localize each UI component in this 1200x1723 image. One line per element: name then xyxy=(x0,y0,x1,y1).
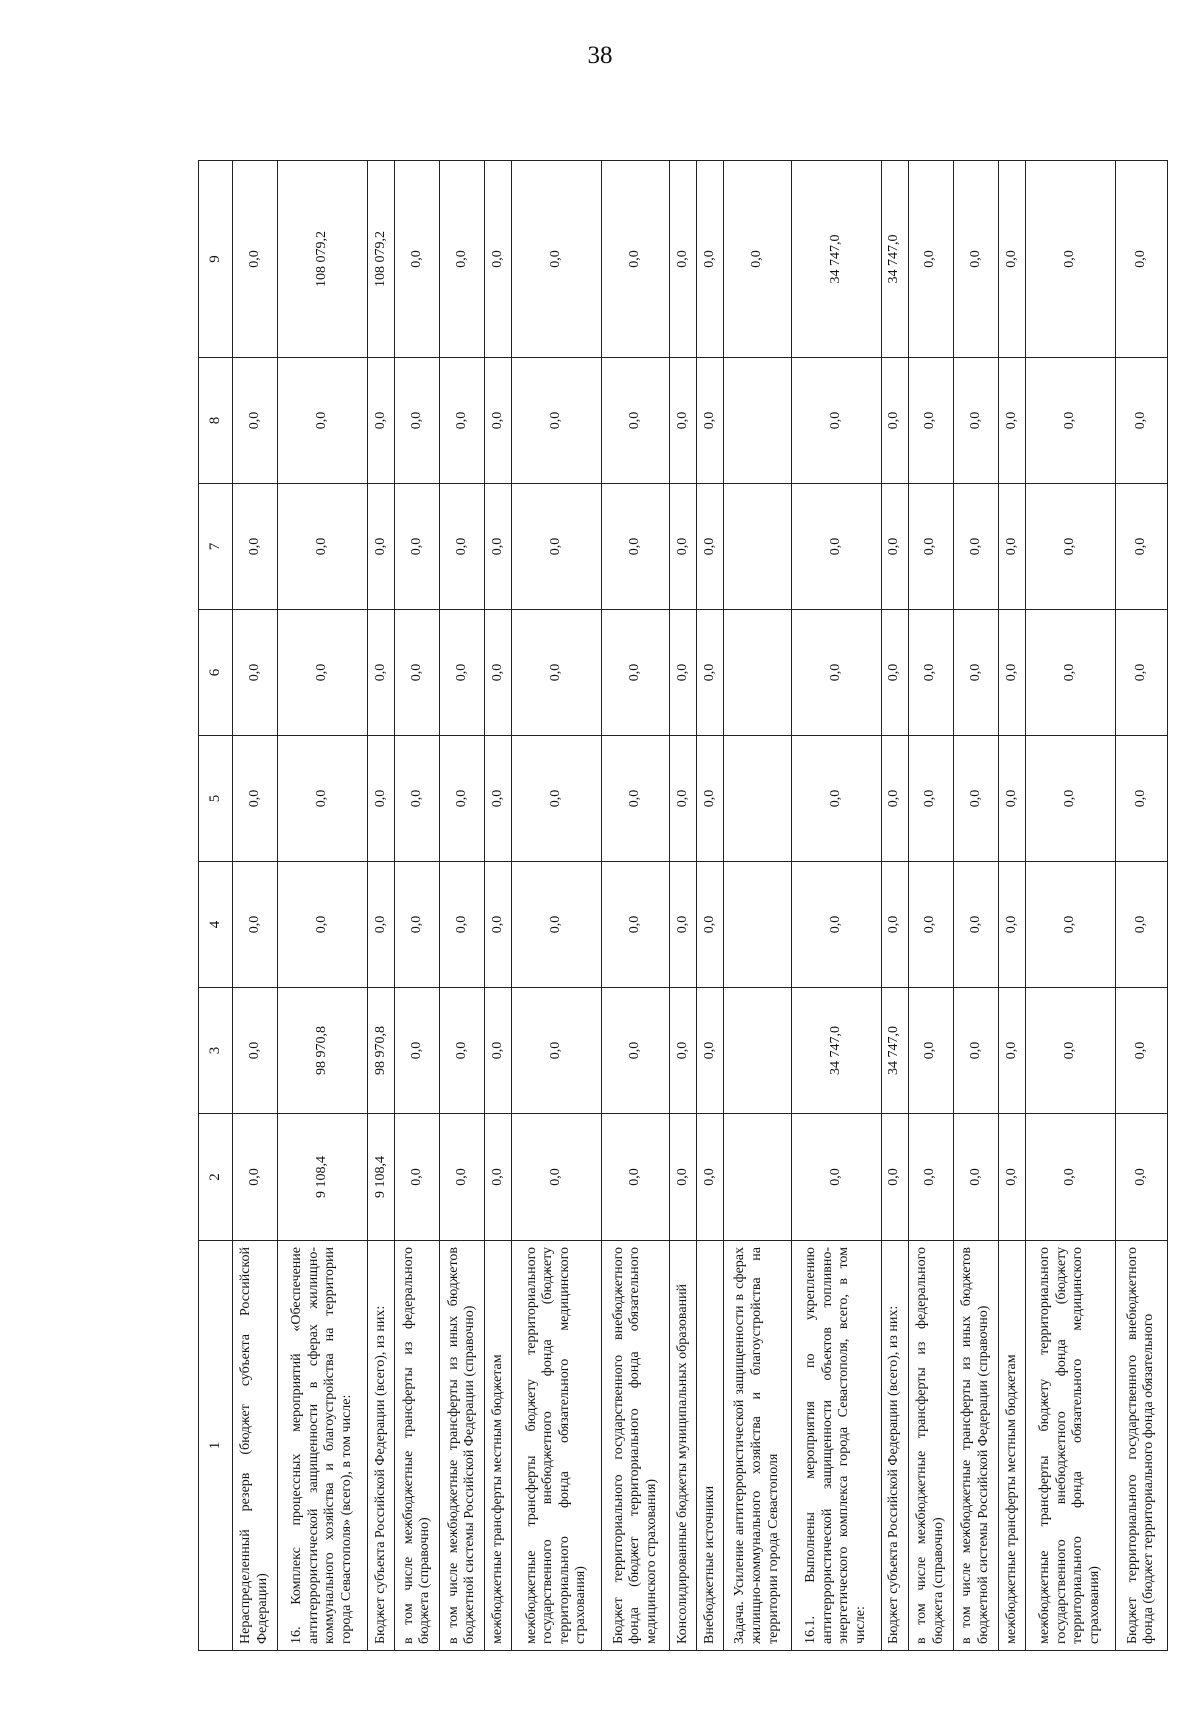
table-row xyxy=(1115,161,1167,1651)
table-row xyxy=(602,161,670,1651)
table-cell: 0,0 xyxy=(232,862,277,988)
table-cell: 0,0 xyxy=(485,1114,512,1241)
table-cell: 0,0 xyxy=(367,862,394,988)
row-label: в том числе межбюджетные трансферты из иных бюджетов бюджетной системы Российской Федерации (справочно) xyxy=(953,1241,998,1651)
table-cell: 0,0 xyxy=(395,1114,440,1241)
column-header: 4 xyxy=(199,862,233,988)
table-cell: 9 108,4 xyxy=(367,1114,394,1241)
row-label: Консолидированные бюджеты муниципальных образований xyxy=(669,1241,696,1651)
table-cell: 0,0 xyxy=(602,610,670,736)
table-cell: 0,0 xyxy=(881,484,908,610)
table-cell: 0,0 xyxy=(512,736,602,862)
row-label: Бюджет субъекта Российской Федерации (всего), из них: xyxy=(367,1241,394,1651)
table-cell: 0,0 xyxy=(953,484,998,610)
table-cell: 0,0 xyxy=(696,988,723,1114)
table-cell: 0,0 xyxy=(512,610,602,736)
row-label: в том числе межбюджетные трансферты из федерального бюджета (справочно) xyxy=(908,1241,953,1651)
table-cell: 0,0 xyxy=(723,161,791,358)
table-cell: 0,0 xyxy=(669,358,696,484)
row-label: межбюджетные трансферты бюджету территориального государственного внебюджетного фонда (бюджету территориального фонда обязательного медицинского страхования) xyxy=(512,1241,602,1651)
table-cell: 0,0 xyxy=(367,610,394,736)
table-cell: 0,0 xyxy=(953,161,998,358)
table-cell: 0,0 xyxy=(791,862,881,988)
row-label: межбюджетные трансферты бюджету территориального государственного внебюджетного фонда (бюджету территориального фонда обязательного медицинского страхования) xyxy=(1025,1241,1115,1651)
table-cell: 0,0 xyxy=(696,484,723,610)
table-cell: 0,0 xyxy=(1115,1114,1167,1241)
table-cell: 0,0 xyxy=(512,358,602,484)
table-cell: 0,0 xyxy=(1115,358,1167,484)
table-cell: 0,0 xyxy=(367,736,394,862)
table-cell: 0,0 xyxy=(669,988,696,1114)
table-cell: 0,0 xyxy=(908,358,953,484)
table-cell: 0,0 xyxy=(232,610,277,736)
table-cell: 0,0 xyxy=(395,610,440,736)
table-cell: 0,0 xyxy=(485,161,512,358)
column-header: 9 xyxy=(199,161,233,358)
table-cell xyxy=(723,988,791,1114)
column-header: 8 xyxy=(199,358,233,484)
table-cell: 0,0 xyxy=(232,484,277,610)
table-cell: 0,0 xyxy=(998,358,1025,484)
column-header: 2 xyxy=(199,1114,233,1241)
table-cell xyxy=(723,862,791,988)
table-cell: 0,0 xyxy=(669,484,696,610)
table-cell: 0,0 xyxy=(232,988,277,1114)
rotated-table-container xyxy=(198,161,1168,1651)
table-cell: 0,0 xyxy=(669,161,696,358)
table-cell xyxy=(723,484,791,610)
row-label: 16.1. Выполнены мероприятия по укреплению антитеррористической защищенности объектов топливно-энергетического комплекса города Севастополя, всего, в том числе: xyxy=(791,1241,881,1651)
column-header: 7 xyxy=(199,484,233,610)
table-cell: 0,0 xyxy=(669,610,696,736)
table-cell: 0,0 xyxy=(232,358,277,484)
table-cell: 0,0 xyxy=(1025,1114,1115,1241)
table-cell: 0,0 xyxy=(602,358,670,484)
table-cell: 0,0 xyxy=(440,862,485,988)
table-cell: 0,0 xyxy=(1115,161,1167,358)
table-cell: 0,0 xyxy=(696,736,723,862)
table-cell: 0,0 xyxy=(485,358,512,484)
table-cell: 0,0 xyxy=(696,161,723,358)
table-cell: 0,0 xyxy=(512,862,602,988)
table-cell: 9 108,4 xyxy=(277,1114,367,1241)
table-cell: 0,0 xyxy=(440,736,485,862)
table-cell: 0,0 xyxy=(908,1114,953,1241)
table-cell: 0,0 xyxy=(440,484,485,610)
table-cell: 0,0 xyxy=(908,736,953,862)
table-row xyxy=(395,161,440,1651)
row-label: Задача. Усиление антитеррористической защищенности в сферах жилищно-коммунального хозяйства и благоустройства на территории города Севастополя xyxy=(723,1241,791,1651)
table-cell: 0,0 xyxy=(367,484,394,610)
table-cell: 0,0 xyxy=(669,1114,696,1241)
table-cell: 34 747,0 xyxy=(791,988,881,1114)
table-cell: 0,0 xyxy=(395,988,440,1114)
table-cell: 0,0 xyxy=(791,736,881,862)
budget-table xyxy=(198,160,1168,1651)
table-cell: 0,0 xyxy=(395,862,440,988)
table-cell xyxy=(723,1114,791,1241)
table-cell: 0,0 xyxy=(395,736,440,862)
table-cell: 0,0 xyxy=(395,358,440,484)
table-cell: 0,0 xyxy=(696,862,723,988)
table-cell: 0,0 xyxy=(485,484,512,610)
table-cell: 0,0 xyxy=(1025,610,1115,736)
table-cell: 0,0 xyxy=(669,736,696,862)
table-cell: 98 970,8 xyxy=(277,988,367,1114)
table-cell: 0,0 xyxy=(277,484,367,610)
table-cell: 0,0 xyxy=(602,736,670,862)
table-cell: 0,0 xyxy=(953,988,998,1114)
table-cell: 0,0 xyxy=(1025,484,1115,610)
table-cell: 0,0 xyxy=(367,358,394,484)
table-cell: 0,0 xyxy=(953,358,998,484)
table-cell: 34 747,0 xyxy=(881,988,908,1114)
column-header: 6 xyxy=(199,610,233,736)
table-row xyxy=(277,161,367,1651)
table-cell: 0,0 xyxy=(953,862,998,988)
table-row xyxy=(367,161,394,1651)
table-cell: 0,0 xyxy=(440,161,485,358)
table-cell: 0,0 xyxy=(485,862,512,988)
table-cell: 0,0 xyxy=(602,862,670,988)
table-cell: 0,0 xyxy=(1115,862,1167,988)
table-cell: 0,0 xyxy=(908,484,953,610)
row-label: межбюджетные трансферты местным бюджетам xyxy=(485,1241,512,1651)
table-cell: 0,0 xyxy=(1025,736,1115,862)
table-cell: 34 747,0 xyxy=(791,161,881,358)
table-cell: 0,0 xyxy=(1115,484,1167,610)
table-cell: 0,0 xyxy=(953,1114,998,1241)
row-label: в том числе межбюджетные трансферты из иных бюджетов бюджетной системы Российской Федерации (справочно) xyxy=(440,1241,485,1651)
row-label: Нераспределенный резерв (бюджет субъекта Российской Федерации) xyxy=(232,1241,277,1651)
table-cell: 0,0 xyxy=(440,988,485,1114)
table-cell: 0,0 xyxy=(998,862,1025,988)
column-header: 5 xyxy=(199,736,233,862)
table-cell: 0,0 xyxy=(908,988,953,1114)
table-cell: 0,0 xyxy=(232,1114,277,1241)
table-cell: 0,0 xyxy=(1025,358,1115,484)
page-number: 38 xyxy=(587,42,613,69)
column-header: 1 xyxy=(199,1241,233,1651)
column-header: 3 xyxy=(199,988,233,1114)
table-cell: 0,0 xyxy=(881,1114,908,1241)
table-cell xyxy=(723,610,791,736)
table-cell: 0,0 xyxy=(953,610,998,736)
table-cell: 0,0 xyxy=(881,358,908,484)
table-cell: 0,0 xyxy=(881,610,908,736)
table-cell: 0,0 xyxy=(998,1114,1025,1241)
table-cell: 0,0 xyxy=(440,1114,485,1241)
table-cell: 0,0 xyxy=(908,610,953,736)
table-cell: 0,0 xyxy=(232,161,277,358)
table-cell: 0,0 xyxy=(908,161,953,358)
table-cell: 0,0 xyxy=(1115,610,1167,736)
table-cell: 0,0 xyxy=(1025,161,1115,358)
table-cell: 0,0 xyxy=(998,736,1025,862)
table-row xyxy=(953,161,998,1651)
table-cell: 34 747,0 xyxy=(881,161,908,358)
table-cell: 0,0 xyxy=(602,484,670,610)
row-label: Бюджет территориального государственного внебюджетного фонда (бюджет территориального фонда обязательного xyxy=(1115,1241,1167,1651)
table-cell: 0,0 xyxy=(791,484,881,610)
table-cell: 0,0 xyxy=(485,988,512,1114)
table-row xyxy=(881,161,908,1651)
table-row xyxy=(440,161,485,1651)
table-cell: 0,0 xyxy=(277,736,367,862)
table-cell: 0,0 xyxy=(277,862,367,988)
table-row xyxy=(1025,161,1115,1651)
table-cell: 0,0 xyxy=(1115,988,1167,1114)
table-cell: 0,0 xyxy=(1025,862,1115,988)
table-cell: 0,0 xyxy=(232,736,277,862)
table-cell: 0,0 xyxy=(908,862,953,988)
table-cell: 0,0 xyxy=(998,610,1025,736)
table-cell: 0,0 xyxy=(512,161,602,358)
table-cell: 108 079,2 xyxy=(277,161,367,358)
table-cell: 0,0 xyxy=(669,862,696,988)
row-label: межбюджетные трансферты местным бюджетам xyxy=(998,1241,1025,1651)
table-cell: 0,0 xyxy=(602,161,670,358)
table-cell: 0,0 xyxy=(440,358,485,484)
table-row xyxy=(908,161,953,1651)
table-cell: 0,0 xyxy=(277,358,367,484)
table-row xyxy=(512,161,602,1651)
table-row xyxy=(723,161,791,1651)
table-cell: 0,0 xyxy=(602,1114,670,1241)
table-cell: 0,0 xyxy=(602,988,670,1114)
table-cell: 0,0 xyxy=(1025,988,1115,1114)
column-header-row xyxy=(199,161,233,1651)
table-cell: 98 970,8 xyxy=(367,988,394,1114)
table-row xyxy=(791,161,881,1651)
table-cell: 0,0 xyxy=(485,610,512,736)
table-cell: 0,0 xyxy=(696,610,723,736)
table-row xyxy=(998,161,1025,1651)
table-cell: 0,0 xyxy=(791,1114,881,1241)
table-cell: 0,0 xyxy=(881,736,908,862)
row-label: Бюджет территориального государственного внебюджетного фонда (бюджет территориального фонда обязательного медицинского страхования) xyxy=(602,1241,670,1651)
row-label: 16. Комплекс процессных мероприятий «Обеспечение антитеррористической защищенности в сферах жилищно-коммунального хозяйства и благоустройства на территории города Севастополя» (всего), в том числе: xyxy=(277,1241,367,1651)
table-cell: 0,0 xyxy=(998,161,1025,358)
table-cell: 0,0 xyxy=(395,484,440,610)
row-label: Внебюджетные источники xyxy=(696,1241,723,1651)
table-cell: 0,0 xyxy=(1115,736,1167,862)
table-cell: 0,0 xyxy=(998,988,1025,1114)
table-cell: 0,0 xyxy=(696,358,723,484)
table-cell: 0,0 xyxy=(881,862,908,988)
table-cell: 0,0 xyxy=(696,1114,723,1241)
table-cell: 0,0 xyxy=(512,1114,602,1241)
table-cell: 0,0 xyxy=(512,988,602,1114)
table-cell: 0,0 xyxy=(395,161,440,358)
table-row xyxy=(485,161,512,1651)
table-cell: 0,0 xyxy=(953,736,998,862)
table-cell: 0,0 xyxy=(440,610,485,736)
table-row xyxy=(696,161,723,1651)
table-cell: 0,0 xyxy=(791,358,881,484)
row-label: в том числе межбюджетные трансферты из федерального бюджета (справочно) xyxy=(395,1241,440,1651)
table-cell: 108 079,2 xyxy=(367,161,394,358)
table-cell xyxy=(723,736,791,862)
table-cell: 0,0 xyxy=(277,610,367,736)
table-row xyxy=(669,161,696,1651)
table-cell: 0,0 xyxy=(512,484,602,610)
table-cell xyxy=(723,358,791,484)
table-cell: 0,0 xyxy=(998,484,1025,610)
table-cell: 0,0 xyxy=(791,610,881,736)
table-cell: 0,0 xyxy=(485,736,512,862)
row-label: Бюджет субъекта Российской Федерации (всего), из них: xyxy=(881,1241,908,1651)
table-row xyxy=(232,161,277,1651)
